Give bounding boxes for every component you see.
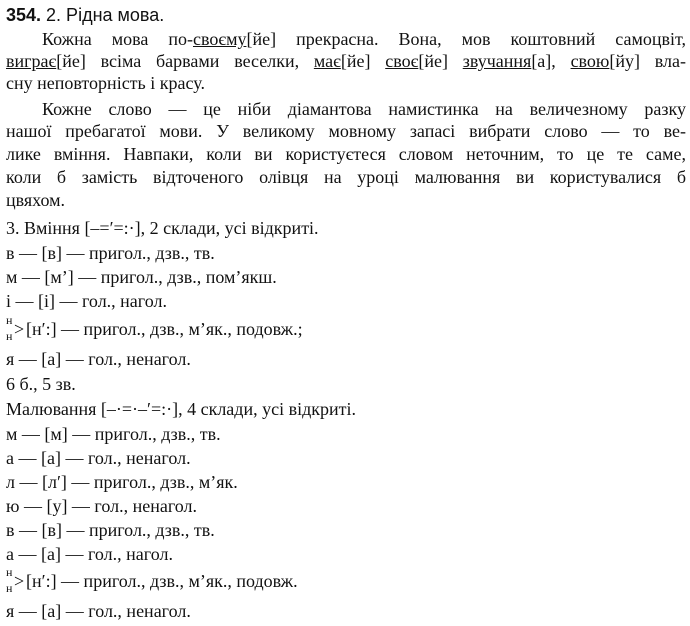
paragraph-1-line-3: сну неповторність і красу. [6,73,205,93]
exercise-title: 2. Рідна мова. [41,5,165,25]
double-n-symbol: н н > [6,313,25,343]
word-1-row: в — [в] — пригол., дзв., тв. [6,243,215,263]
exercise-heading [6,4,164,26]
word-1-nn-row: н н > [н′:] — пригол., дзв., м’як., подовж.; [6,313,303,343]
paragraph-2-line-5: цвяхом. [6,190,66,210]
word-1-row: я — [а] — гол., ненагол. [6,349,191,369]
word-2-row: л — [л′] — пригол., дзв., м’як. [6,472,238,492]
word-1-row: м — [м’] — пригол., дзв., пом’якш. [6,267,277,287]
word-2-row: я — [а] — гол., ненагол. [6,601,191,621]
paragraph-1-line-1: Кожна мова по-своєму[йе] прекрасна. Вона, мов коштовний самоцвіт, [42,29,686,49]
word-2-row: а — [а] — гол., ненагол. [6,448,191,468]
word-2-nn-row: н н > [н′:] — пригол., дзв., м’як., подовж. [6,565,298,595]
word-2-row: м — [м] — пригол., дзв., тв. [6,424,221,444]
paragraph-1-line-2: виграє[йе] всіма барвами веселки, має[йе] своє[йе] звучання[а], свою[йу] вла- [6,51,686,71]
word-1-row: і — [і] — гол., нагол. [6,291,167,311]
paragraph-2-line-2: нашої пребагатої мови. У великому мовному запасі вибрати слово — то ве- [6,121,686,141]
word-2-row: в — [в] — пригол., дзв., тв. [6,520,215,540]
word-2-row: а — [а] — гол., нагол. [6,544,173,564]
double-n-symbol: н н > [6,565,25,595]
exercise-number: 354. [6,5,42,25]
paragraph-2-line-3: лике вміння. Навпаки, коли ви користуєтеся словом неточним, то це те саме, [6,144,686,164]
word-2-header: Малювання [–·=·–′=:·], 4 склади, усі відкриті. [6,399,356,419]
paragraph-2-line-1: Кожне слово — це ніби діамантова намистинка на величезному разку [42,99,686,119]
word-2-row: ю — [у] — гол., ненагол. [6,496,198,516]
word-1-header: 3. Вміння [–=′=:·], 2 склади, усі відкриті. [6,218,319,238]
word-1-count: 6 б., 5 зв. [6,374,76,394]
paragraph-2-line-4: коли б замість відточеного олівця на уроці малювання ви користувалися б [6,167,686,187]
